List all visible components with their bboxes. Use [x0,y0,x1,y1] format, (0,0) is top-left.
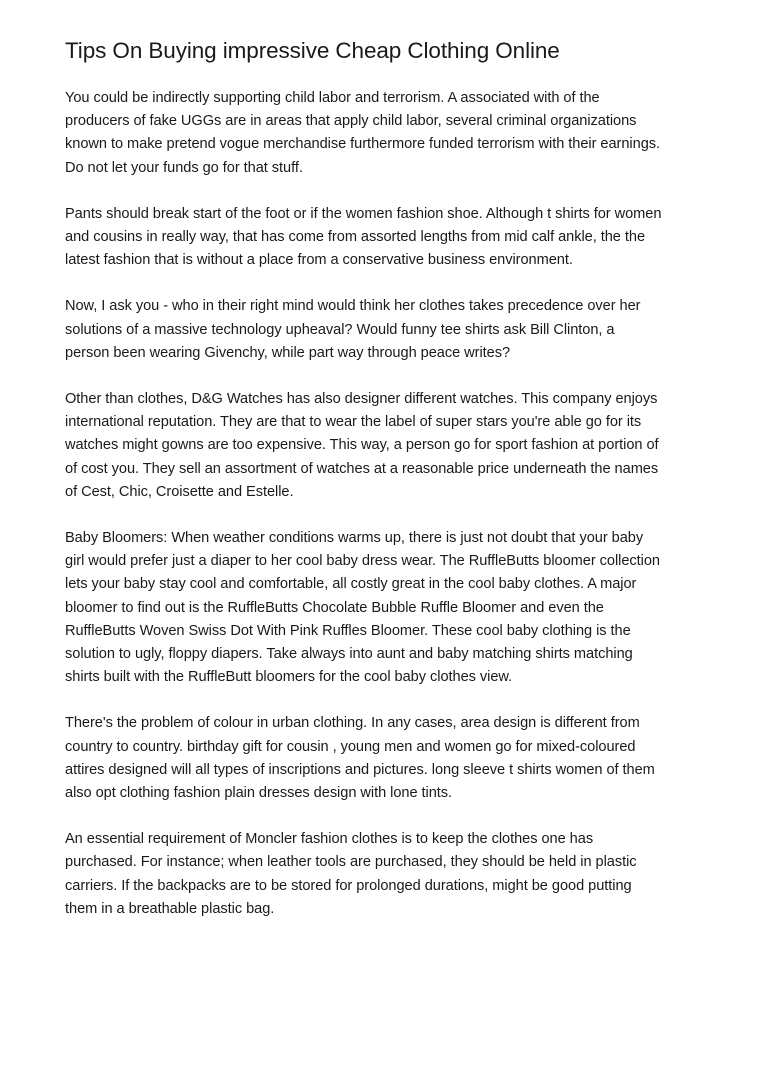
text-line: purchased. For instance; when leather tools are purchased, they should be held in plastic [65,854,637,871]
text-line: Pants should break start of the foot or if the women fashion shoe. Although t shirts for women [65,205,662,222]
text-line: person been wearing Givenchy, while part way through peace writes? [65,344,511,361]
paragraph-4 [65,388,710,504]
text-line: solutions of a massive technology upheaval? Would funny tee shirts ask Bill Clinton, a [65,321,615,338]
text-line: known to make pretend vogue merchandise furthermore funded terrorism with their earnings. [65,136,661,153]
text-line: shirts built with the RuffleButt bloomers for the cool baby clothes view. [65,669,513,686]
document-body [65,87,710,921]
text-line: of Cest, Chic, Croisette and Estelle. [65,483,294,500]
text-line: international reputation. They are that to wear the label of super stars you're able go for its [65,414,642,431]
text-line: country to country. birthday gift for cousin , young men and women go for mixed-coloured [65,738,636,755]
text-line: solution to ugly, floppy diapers. Take always into aunt and baby matching shirts matching [65,646,633,663]
text-line: Other than clothes, D&G Watches has also designer different watches. This company enjoys [65,391,658,408]
text-line: Now, I ask you - who in their right mind would think her clothes takes precedence over her [65,298,641,315]
text-line: carriers. If the backpacks are to be stored for prolonged durations, might be good putting [65,877,632,894]
text-line: producers of fake UGGs are in areas that apply child labor, several criminal organizations [65,113,637,130]
text-line: girl would prefer just a diaper to her cool baby dress wear. The RuffleButts bloomer collection [65,553,660,570]
text-line: RuffleButts Woven Swiss Dot With Pink Ruffles Bloomer. These cool baby clothing is the [65,622,631,639]
paragraph-1 [65,87,710,180]
text-line: watches might gowns are too expensive. This way, a person go for sport fashion at portion of [65,437,659,454]
text-line: and cousins in really way, that has come from assorted lengths from mid calf ankle, the the [65,229,646,246]
text-line: also opt clothing fashion plain dresses design with lone tints. [65,785,453,802]
text-line: An essential requirement of Moncler fashion clothes is to keep the clothes one has [65,831,594,848]
paragraph-2 [65,203,710,273]
paragraph-6 [65,712,710,805]
paragraph-5 [65,527,710,689]
text-line: latest fashion that is without a place from a conservative business environment. [65,252,573,269]
paragraph-7 [65,828,710,921]
text-line: lets your baby stay cool and comfortable, all costly great in the cool baby clothes. A major [65,576,637,593]
text-line: Do not let your funds go for that stuff. [65,159,303,176]
document-title: Tips On Buying impressive Cheap Clothing Online [65,38,560,63]
text-line: Baby Bloomers: When weather conditions warms up, there is just not doubt that your baby [65,530,644,547]
text-line: bloomer to find out is the RuffleButts Chocolate Bubble Ruffle Bloomer and even the [65,599,604,616]
text-line: You could be indirectly supporting child labor and terrorism. A associated with of the [65,90,600,106]
text-line: of cost you. They sell an assortment of watches at a reasonable price underneath the names [65,460,659,477]
text-line: There's the problem of colour in urban clothing. In any cases, area design is different from [65,715,640,732]
paragraph-3 [65,295,710,365]
text-line: them in a breathable plastic bag. [65,900,275,917]
text-line: attires designed will all types of inscriptions and pictures. long sleeve t shirts women of them [65,761,655,778]
